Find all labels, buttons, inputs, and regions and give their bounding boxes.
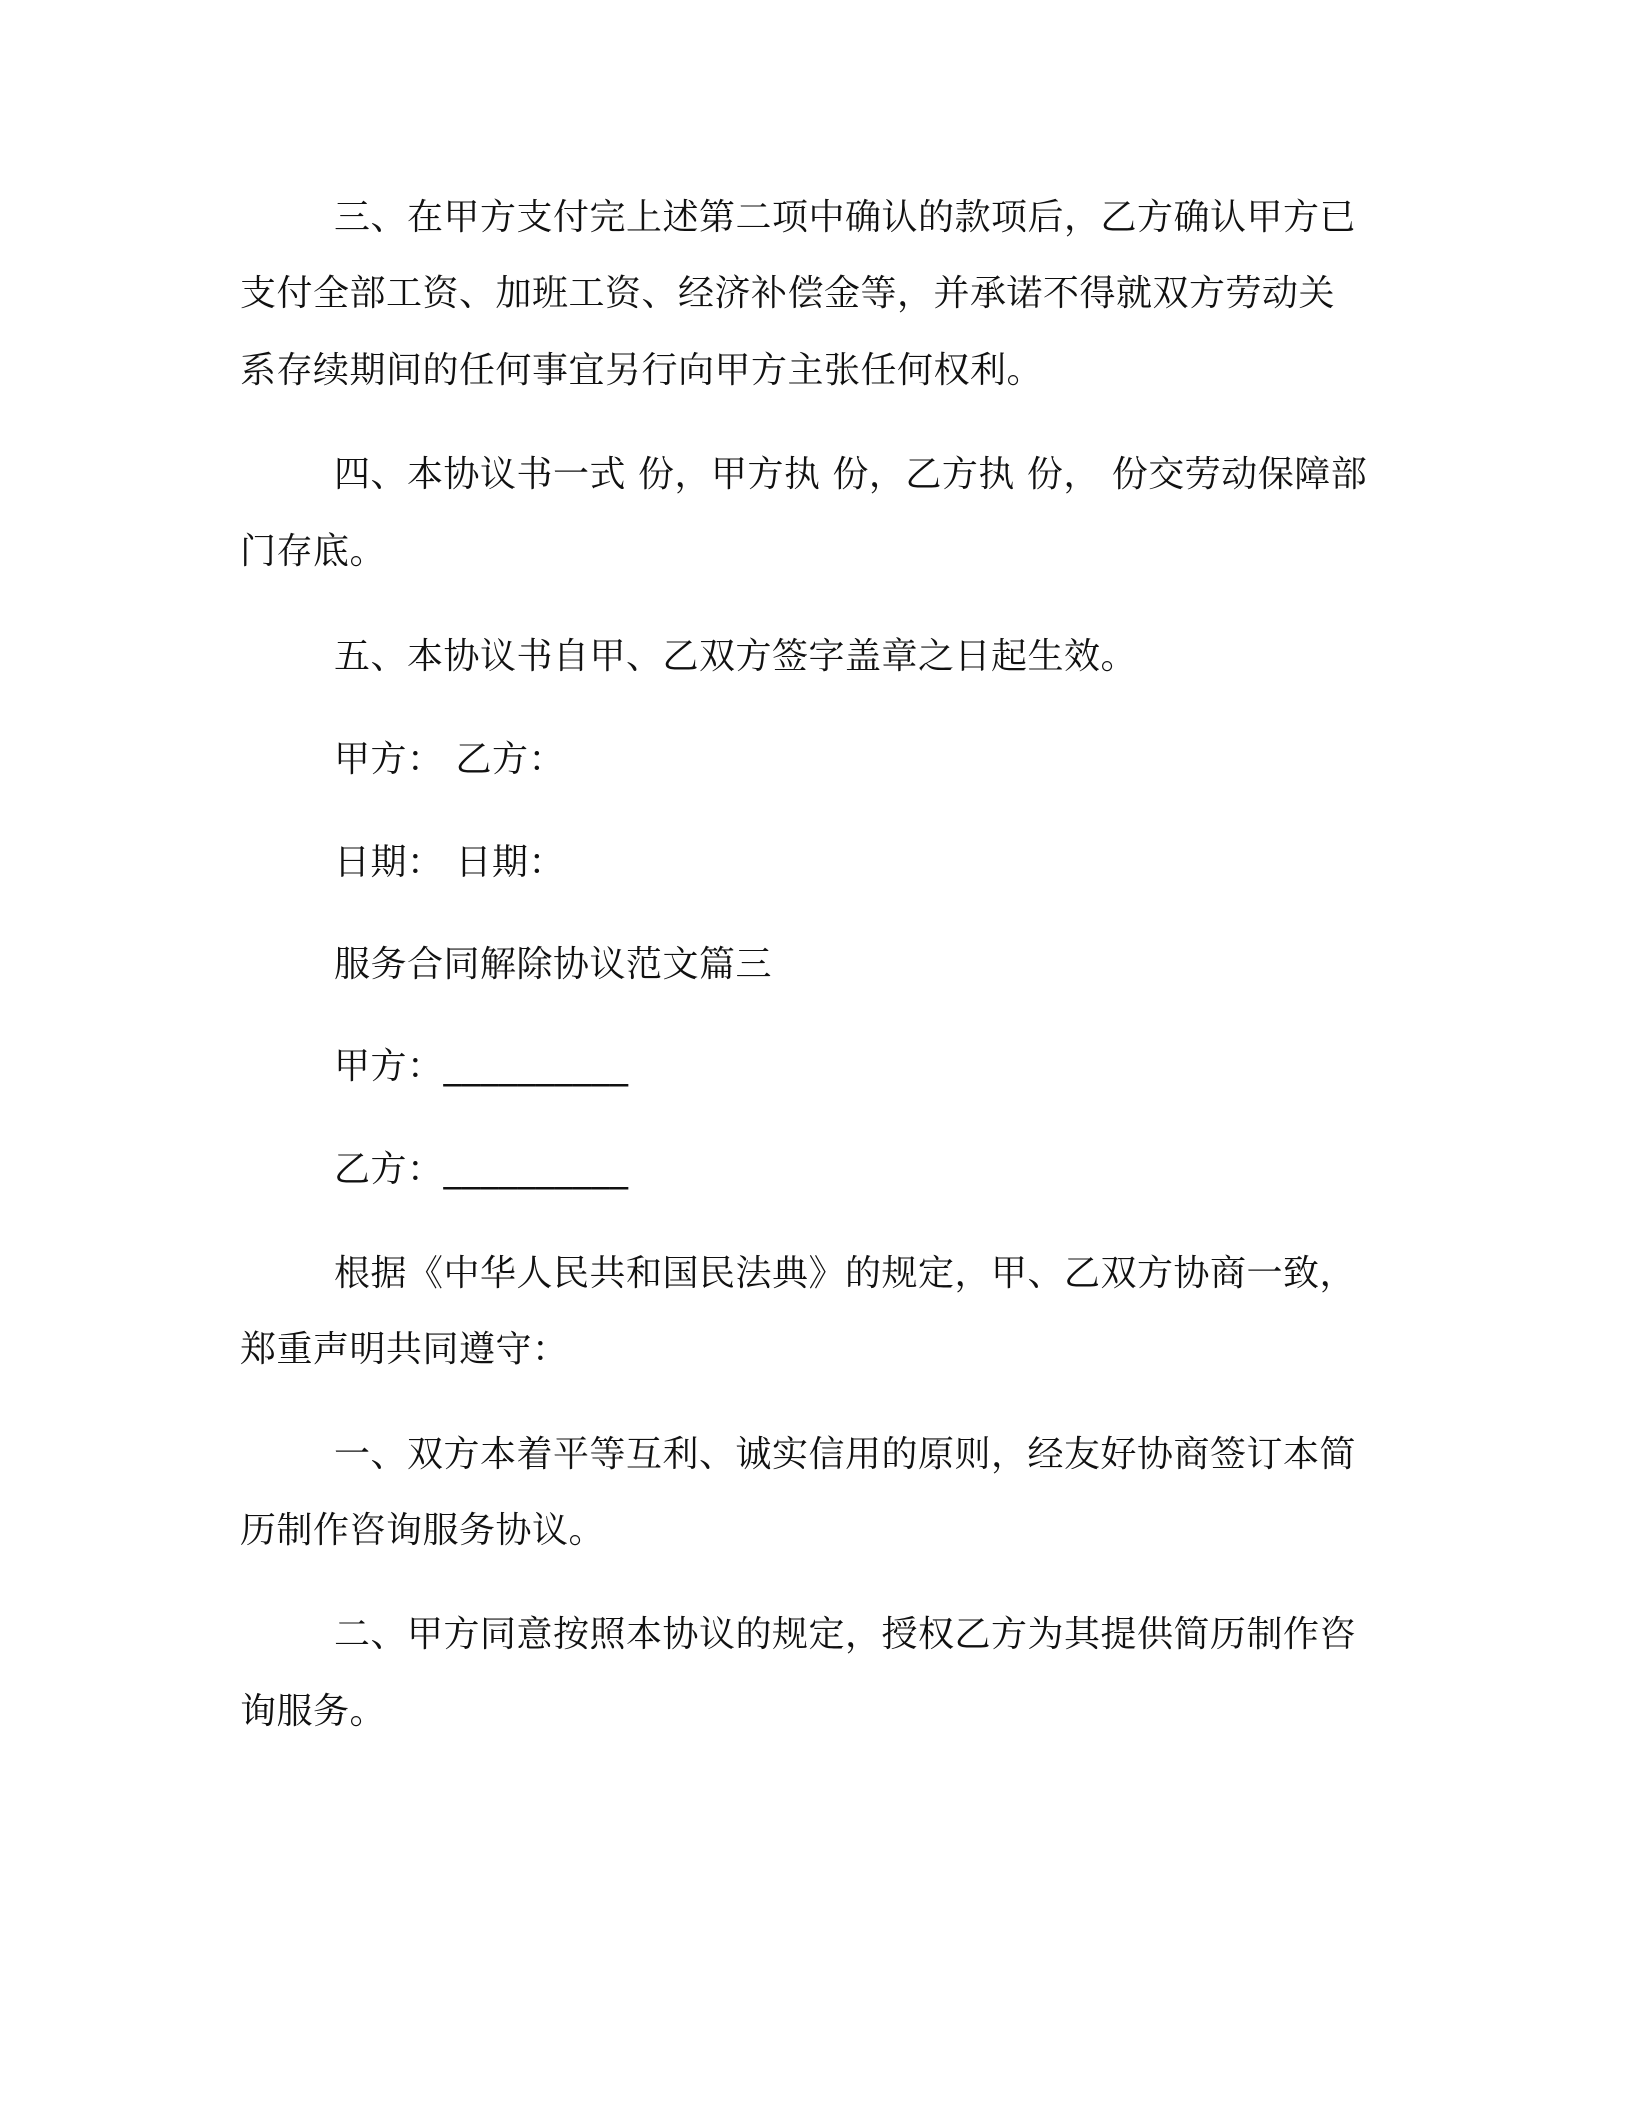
clause-1-line-2: 历制作咨询服务协议。 [240,1510,606,1551]
signature-parties: 甲方： 乙方： [334,739,565,780]
clause-1-line-1: 一、双方本着平等互利、诚实信用的原则，经友好协商签订本简 [334,1434,1357,1475]
party-a-line: 甲方：__________ [334,1046,629,1087]
paragraph-4-line-2: 门存底。 [240,531,387,572]
clause-2-line-2: 询服务。 [240,1691,387,1732]
paragraph-5-line-1: 五、本协议书自甲、乙双方签字盖章之日起生效。 [334,636,1138,677]
section-title: 服务合同解除协议范文篇三 [334,944,773,985]
intro-line-1: 根据《中华人民共和国民法典》的规定，甲、乙双方协商一致， [334,1253,1357,1294]
party-b-line: 乙方：__________ [334,1149,629,1190]
intro-line-2: 郑重声明共同遵守： [240,1329,569,1370]
paragraph-3-line-1: 三、在甲方支付完上述第二项中确认的款项后，乙方确认甲方已 [334,197,1357,238]
signature-dates: 日期： 日期： [334,842,565,883]
clause-2-line-1: 二、甲方同意按照本协议的规定，授权乙方为其提供简历制作咨 [334,1614,1357,1655]
paragraph-4-line-1: 四、本协议书一式 份，甲方执 份，乙方执 份， 份交劳动保障部 [334,454,1368,495]
paragraph-3-line-3: 系存续期间的任何事宜另行向甲方主张任何权利。 [240,350,1044,391]
paragraph-3-line-2: 支付全部工资、加班工资、经济补偿金等，并承诺不得就双方劳动关 [240,273,1336,314]
